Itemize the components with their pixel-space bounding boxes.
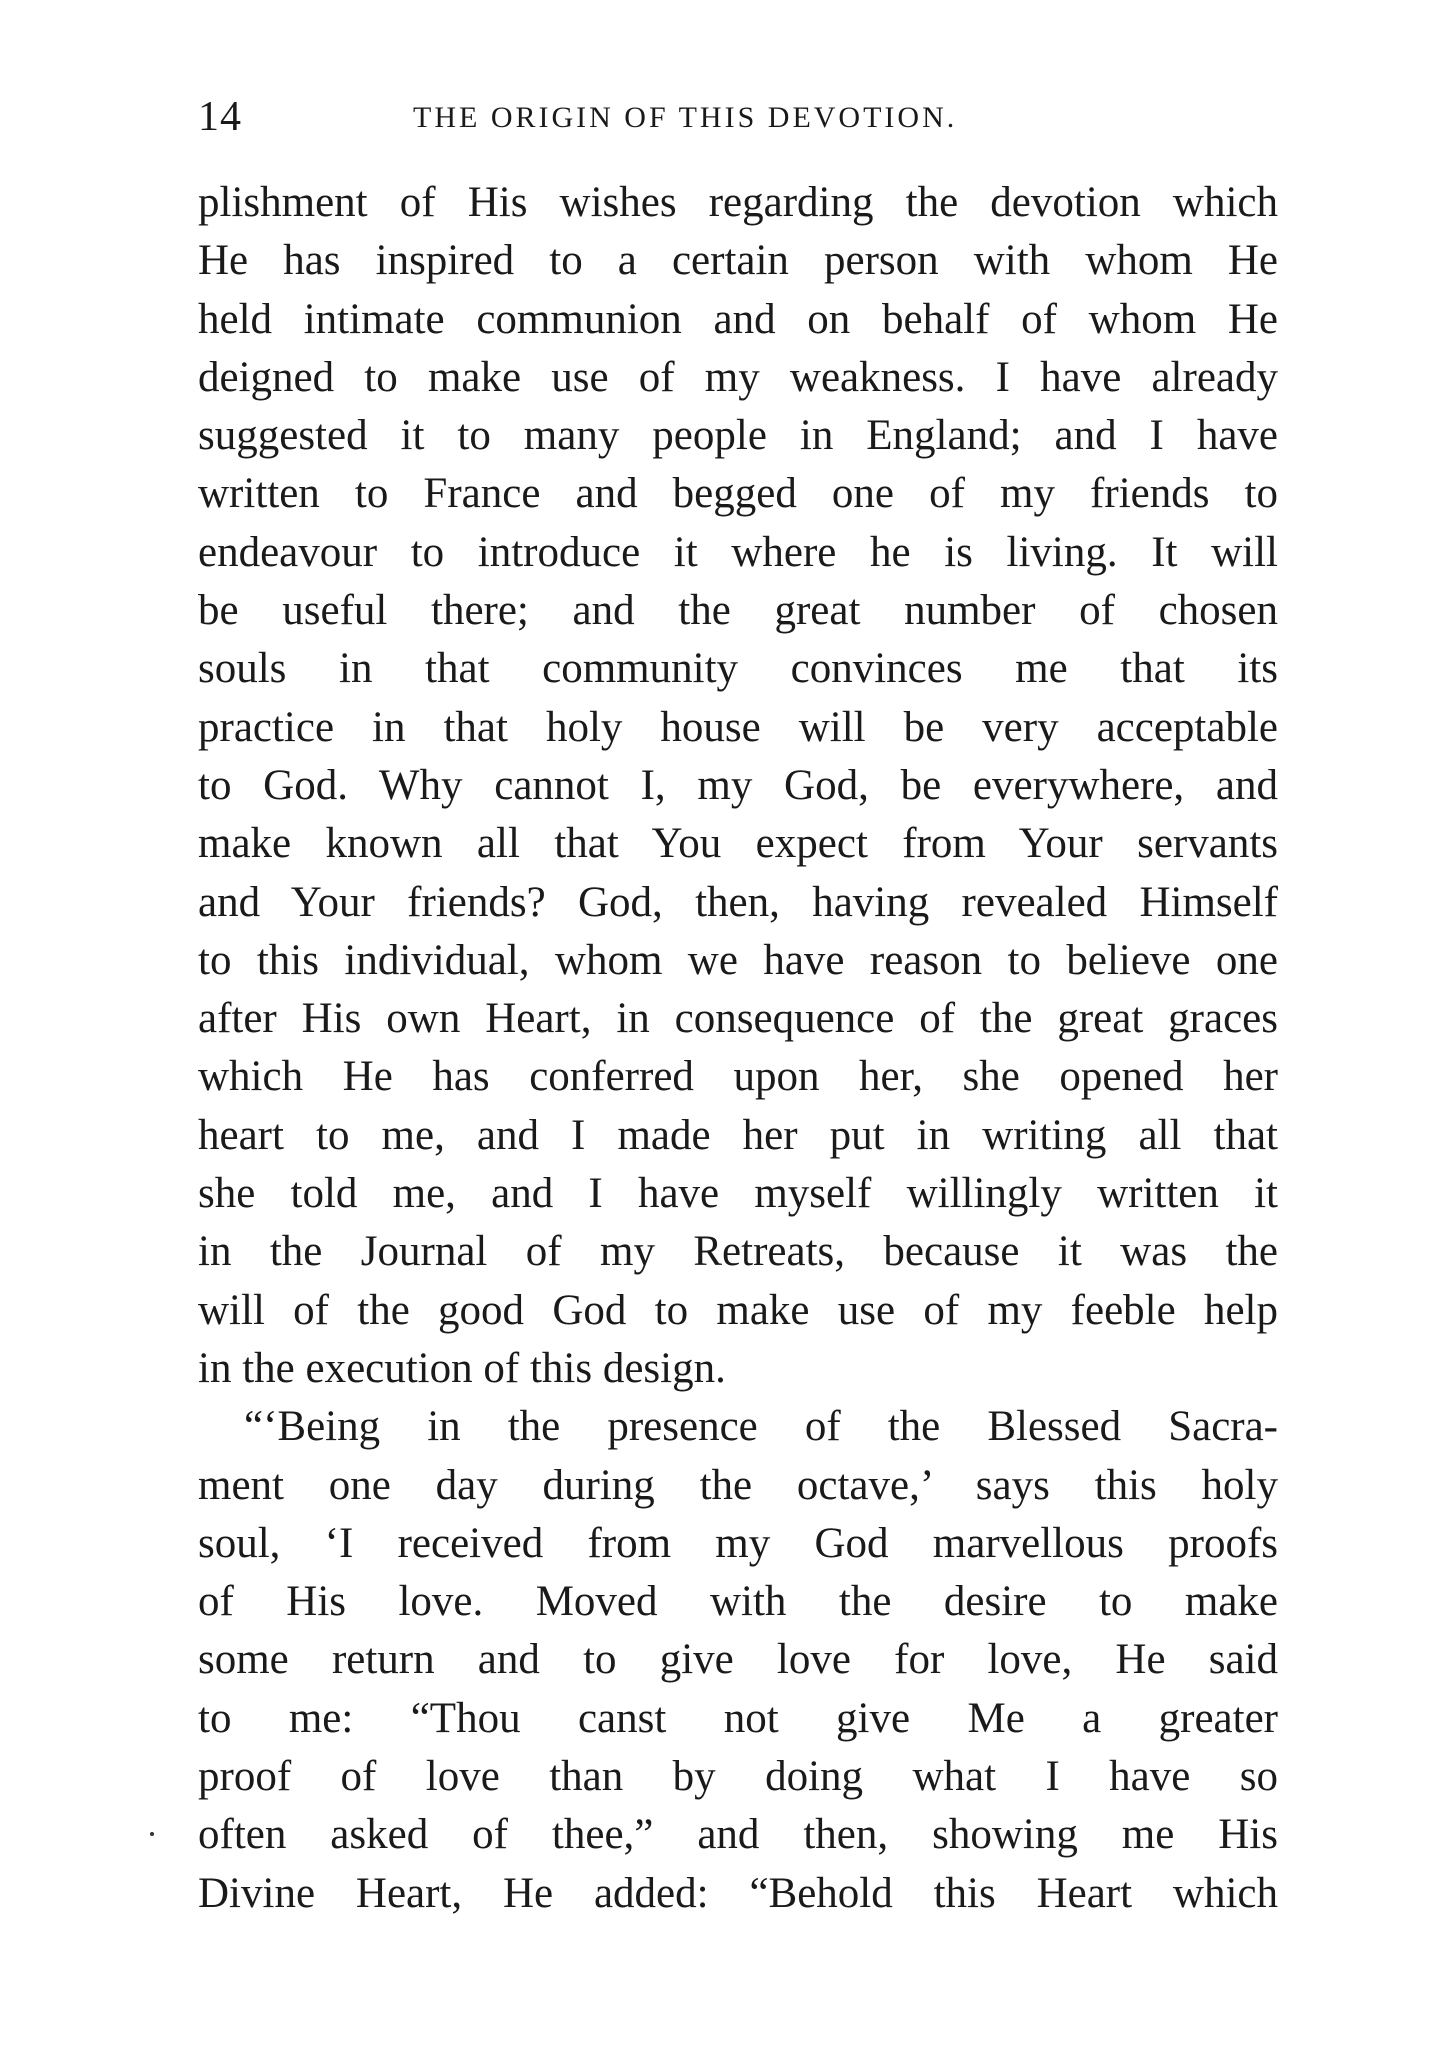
text-line: some return and to give love for love, He said xyxy=(198,1636,1278,1684)
text-line: of His love. Moved with the desire to make xyxy=(198,1578,1278,1626)
text-line: to this individual, whom we have reason to believe one xyxy=(198,936,1278,984)
text-line: held intimate communion and on behalf of whom He xyxy=(198,295,1278,343)
text-line: to God. Why cannot I, my God, be everywhere, and xyxy=(198,761,1278,809)
text-line: ment one day during the octave,’ says this holy xyxy=(198,1461,1278,1509)
running-head xyxy=(198,92,1278,142)
text-line: after His own Heart, in consequence of the great graces xyxy=(198,995,1278,1043)
text-line: will of the good God to make use of my feeble help xyxy=(198,1286,1278,1334)
text-line: practice in that holy house will be very acceptable xyxy=(198,703,1278,751)
text-line: heart to me, and I made her put in writing all that xyxy=(198,1111,1278,1159)
text-line: plishment of His wishes regarding the devotion which xyxy=(198,179,1278,226)
text-line: endeavour to introduce it where he is living. It will xyxy=(198,528,1278,576)
text-line: suggested it to many people in England; and I have xyxy=(198,412,1278,460)
text-line: deigned to make use of my weakness. I have already xyxy=(198,353,1278,401)
text-line: make known all that You expect from Your servants xyxy=(198,820,1278,868)
text-line: she told me, and I have myself willingly written it xyxy=(198,1170,1278,1218)
paragraph-end-line: in the execution of this design. xyxy=(198,1344,726,1392)
stray-ink-dot xyxy=(150,1832,154,1836)
text-line: souls in that community convinces me that its xyxy=(198,645,1278,693)
text-line: to me: “Thou canst not give Me a greater xyxy=(198,1694,1278,1742)
text-line: which He has conferred upon her, she opened her xyxy=(198,1053,1278,1101)
text-line: be useful there; and the great number of chosen xyxy=(198,587,1278,635)
text-line: written to France and begged one of my friends to xyxy=(198,470,1278,518)
text-line: in the Journal of my Retreats, because it was the xyxy=(198,1228,1278,1276)
page-number: 14 xyxy=(198,94,242,140)
running-title: THE ORIGIN OF THIS DEVOTION. xyxy=(413,101,958,134)
text-line: proof of love than by doing what I have so xyxy=(198,1753,1278,1801)
text-line: soul, ‘I received from my God marvellous proofs xyxy=(198,1519,1278,1567)
text-line: He has inspired to a certain person with whom He xyxy=(198,237,1278,285)
text-line: and Your friends? God, then, having revealed Himself xyxy=(198,878,1278,926)
body-text xyxy=(198,174,1278,1923)
text-line: often asked of thee,” and then, showing me His xyxy=(198,1811,1278,1859)
text-line: Divine Heart, He added: “Behold this Heart which xyxy=(198,1869,1278,1917)
paragraph-start-line: “‘Being in the presence of the Blessed Sacra- xyxy=(244,1403,1278,1451)
